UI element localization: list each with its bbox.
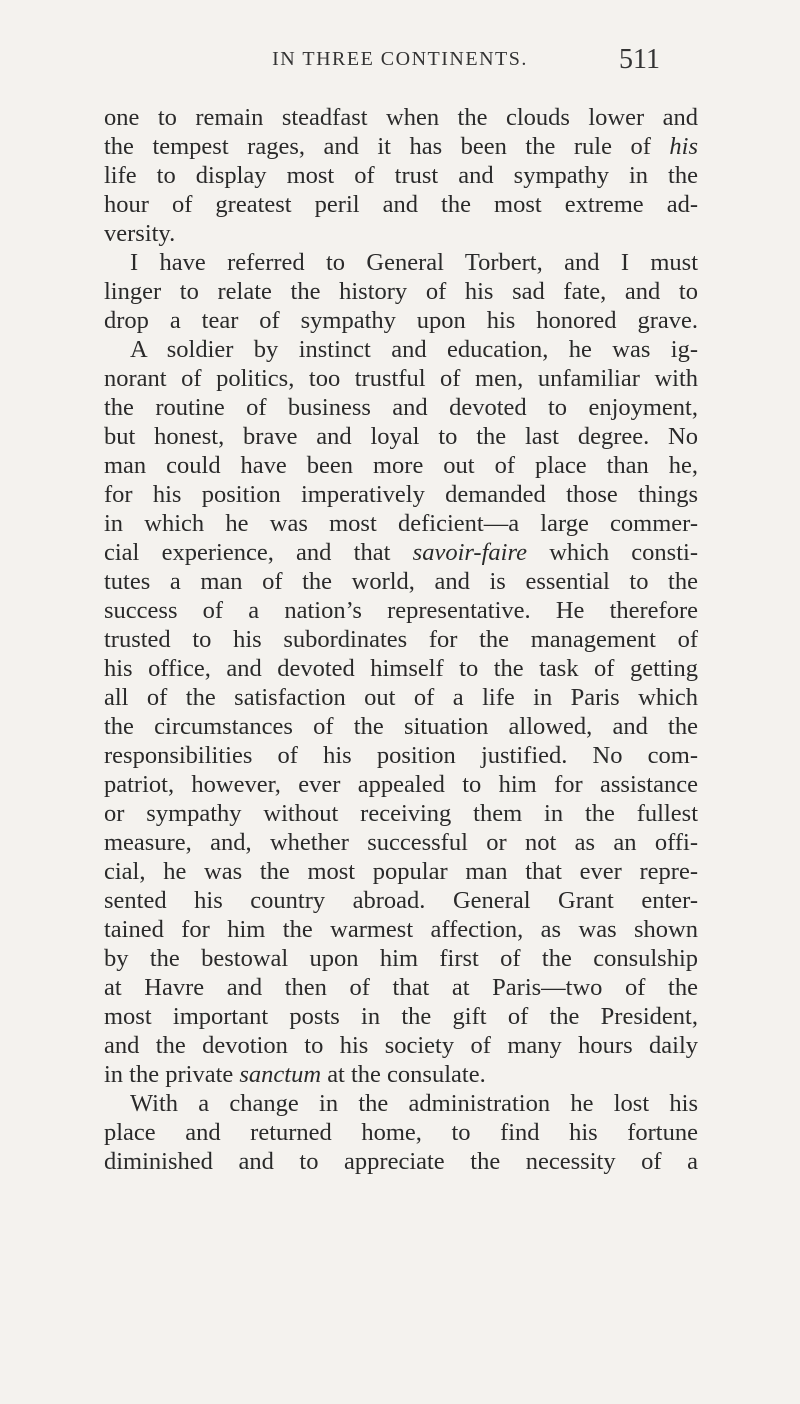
line-text: life to display most of trust and sympathy in the — [104, 162, 698, 189]
line-text: in which he was most deficient—a large commer- — [104, 510, 698, 537]
line-text: success of a nation’s representative. He therefore — [104, 597, 698, 624]
line-text-after: at the consulate. — [321, 1061, 486, 1088]
text-line — [104, 190, 698, 219]
line-text: or sympathy without receiving them in the fullest — [104, 800, 698, 827]
text-line — [104, 973, 698, 1002]
line-text: tained for him the warmest affection, as was shown — [104, 916, 698, 943]
text-line — [104, 1147, 698, 1176]
line-text: man could have been more out of place than he, — [104, 452, 698, 479]
line-text: all of the satisfaction out of a life in Paris which — [104, 684, 698, 711]
italic-word: his — [669, 133, 698, 160]
line-text: A soldier by instinct and education, he was ig- — [130, 336, 698, 363]
text-line — [104, 451, 698, 480]
line-text: by the bestowal upon him first of the consulship — [104, 945, 698, 972]
text-line — [104, 857, 698, 886]
text-line — [104, 712, 698, 741]
text-line — [104, 567, 698, 596]
line-text: cial, he was the most popular man that ever repre- — [104, 858, 698, 885]
text-line — [104, 161, 698, 190]
line-text: but honest, brave and loyal to the last degree. No — [104, 423, 698, 450]
text-line — [104, 509, 698, 538]
running-head — [0, 44, 800, 84]
text-line — [104, 364, 698, 393]
line-text: most important posts in the gift of the President, — [104, 1003, 698, 1030]
text-line — [104, 1118, 698, 1147]
line-text: and the devotion to his society of many hours daily — [104, 1032, 698, 1059]
text-line — [104, 1060, 698, 1089]
text-line — [104, 335, 698, 364]
line-text: linger to relate the history of his sad fate, and to — [104, 278, 698, 305]
line-text: I have referred to General Torbert, and I must — [130, 249, 698, 276]
text-line — [104, 1089, 698, 1118]
line-text: his office, and devoted himself to the task of getting — [104, 655, 698, 682]
line-text: trusted to his subordinates for the management of — [104, 626, 698, 653]
line-text: drop a tear of sympathy upon his honored grave. — [104, 307, 698, 334]
italic-word: savoir-faire — [412, 539, 527, 566]
text-line — [104, 944, 698, 973]
text-line — [104, 1031, 698, 1060]
text-line — [104, 625, 698, 654]
text-line — [104, 538, 698, 567]
italic-word: sanctum — [239, 1061, 322, 1088]
line-text: responsibilities of his position justified. No com- — [104, 742, 698, 769]
text-line — [104, 393, 698, 422]
line-text: hour of greatest peril and the most extreme ad- — [104, 191, 698, 218]
line-text: With a change in the administration he lost his — [130, 1090, 698, 1117]
line-text: the routine of business and devoted to enjoyment, — [104, 394, 698, 421]
text-line — [104, 770, 698, 799]
line-text: for his position imperatively demanded those things — [104, 481, 698, 508]
text-line — [104, 654, 698, 683]
line-text: patriot, however, ever appealed to him for assistance — [104, 771, 698, 798]
line-text: sented his country abroad. General Grant enter- — [104, 887, 698, 914]
running-title: IN THREE CONTINENTS. — [272, 48, 528, 70]
line-text: tutes a man of the world, and is essential to the — [104, 568, 698, 595]
body-text — [104, 103, 698, 1176]
line-text: measure, and, whether successful or not as an offi- — [104, 829, 698, 856]
text-line — [104, 480, 698, 509]
text-line — [104, 886, 698, 915]
line-text: cial experience, and that — [104, 539, 413, 566]
line-text: one to remain steadfast when the clouds lower and — [104, 104, 698, 131]
line-text-after: which consti- — [526, 539, 698, 566]
text-line — [104, 422, 698, 451]
text-line — [104, 596, 698, 625]
line-text: versity. — [104, 220, 176, 247]
page-number: 511 — [619, 44, 660, 75]
text-line — [104, 799, 698, 828]
line-text: the circumstances of the situation allowed, and the — [104, 713, 698, 740]
line-text: diminished and to appreciate the necessity of a — [104, 1148, 698, 1175]
text-line — [104, 103, 698, 132]
line-text: at Havre and then of that at Paris—two of the — [104, 974, 698, 1001]
text-line — [104, 248, 698, 277]
text-line — [104, 828, 698, 857]
text-line — [104, 683, 698, 712]
text-line — [104, 915, 698, 944]
text-line — [104, 219, 698, 248]
text-line — [104, 132, 698, 161]
text-line — [104, 741, 698, 770]
line-text: norant of politics, too trustful of men, unfamiliar with — [104, 365, 698, 392]
text-line — [104, 277, 698, 306]
line-text: the tempest rages, and it has been the rule of — [104, 133, 670, 160]
text-line — [104, 1002, 698, 1031]
text-line — [104, 306, 698, 335]
line-text: in the private — [104, 1061, 240, 1088]
line-text: place and returned home, to find his fortune — [104, 1119, 698, 1146]
